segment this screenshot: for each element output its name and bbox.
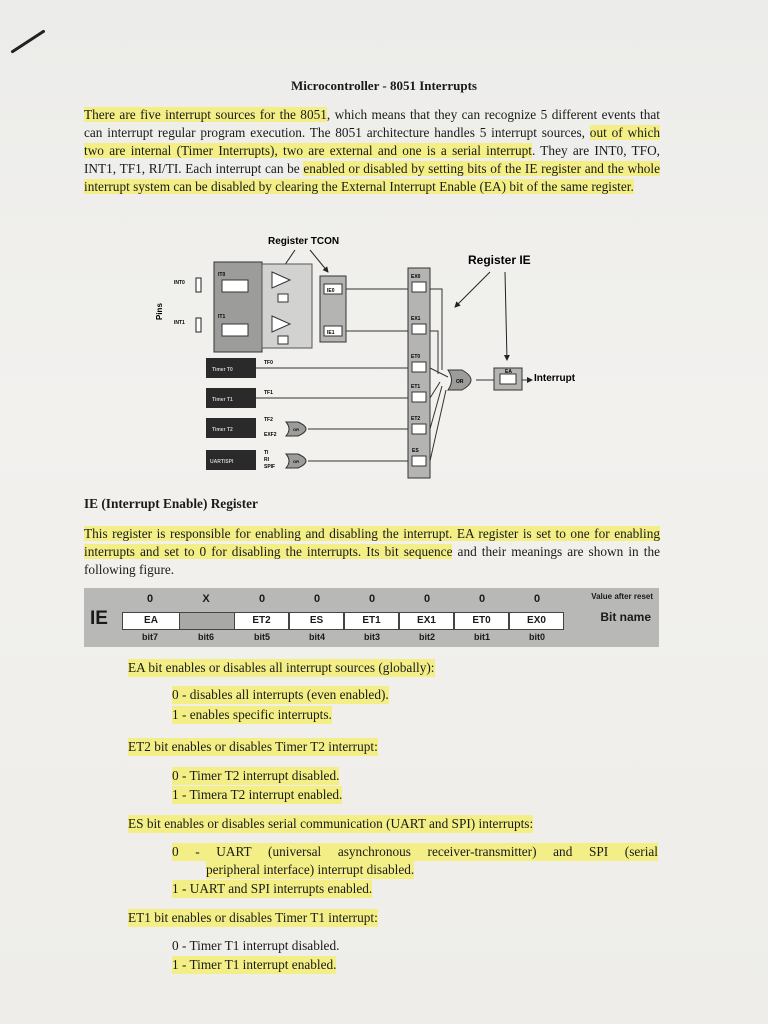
ea-option-0: 0 - disables all interrupts (even enabled).: [172, 687, 389, 702]
ti-label: TI: [264, 450, 269, 456]
or-gate-t2-label: OR: [293, 427, 299, 432]
pen-mark: [10, 29, 45, 53]
bit-cell-ex0: EX0: [509, 612, 564, 630]
ie-register-label: IE: [90, 608, 108, 629]
bit-number-4: bit4: [308, 632, 325, 642]
et0-label: ET0: [411, 354, 421, 360]
page-title: Microcontroller - 8051 Interrupts: [291, 78, 477, 93]
et2-label: ET2: [411, 416, 421, 422]
intro-s4: . They are INT0, TFO, INT1, TF1, RI/TI. Each interrupt can be: [84, 143, 660, 176]
it0-label: IT0: [218, 272, 226, 278]
reset-value-bit5: 0: [258, 593, 266, 605]
exf2-label: EXF2: [264, 432, 277, 438]
reset-value-bit4: 0: [313, 593, 321, 605]
bit-cell-et2: ET2: [234, 612, 289, 630]
timer-t1-label: Timer T1: [212, 397, 233, 403]
bit-number-3: bit3: [363, 632, 380, 642]
bit-number-1: bit1: [473, 632, 490, 642]
ea-label: EA: [505, 369, 512, 375]
bit-number-5: bit5: [253, 632, 270, 642]
es-option-0-line2: peripheral interface) interrupt disabled.: [206, 862, 415, 877]
bit-number-2: bit2: [418, 632, 435, 642]
ie-description: [84, 525, 660, 579]
int1-label: INT1: [174, 320, 185, 326]
tf1-label: TF1: [264, 390, 273, 396]
bit-number-6: bit6: [197, 632, 214, 642]
interrupt-diagram: [150, 232, 590, 494]
intro-s1: There are five interrupt sources for the 8051: [84, 107, 327, 122]
tf0-label: TF0: [264, 360, 273, 366]
ri-label: RI: [264, 457, 269, 463]
bit-cell-unused: [179, 612, 235, 630]
es-option-0-line1: 0 - UART (universal asynchronous receiver-transmitter) and SPI (serial: [172, 844, 658, 859]
intro-s5: enabled or disabled by setting bits of the IE register and the whole interrupt system can be disabled by clearing the External Interrupt Enable (EA) bit of the same register.: [84, 161, 660, 194]
interrupt-label: Interrupt: [534, 373, 576, 384]
or-gate-uart-label: OR: [293, 459, 299, 464]
tf2-label: TF2: [264, 417, 273, 423]
timer-t2-label: Timer T2: [212, 427, 233, 433]
register-ie-label: Register IE: [468, 253, 531, 267]
et2-option-1: 1 - Timera T2 interrupt enabled.: [172, 787, 343, 802]
it1-label: IT1: [218, 314, 226, 320]
et2-section-heading: ET2 bit enables or disables Timer T2 interrupt:: [128, 739, 378, 754]
reset-value-bit1: 0: [478, 593, 486, 605]
reset-value-bit0: 0: [533, 593, 541, 605]
ie1-label: IE1: [327, 330, 335, 336]
et1-option-1: 1 - Timer T1 interrupt enabled.: [172, 957, 337, 972]
pins-label: Pins: [155, 303, 164, 320]
bit-name-label: Bit name: [600, 610, 651, 624]
bit-cell-ex1: EX1: [399, 612, 454, 630]
register-tcon-label: Register TCON: [268, 236, 340, 247]
spif-label: SPIF: [264, 464, 276, 470]
int0-label: INT0: [174, 280, 185, 286]
bit-number-7: bit7: [141, 632, 158, 642]
ea-option-1: 1 - enables specific interrupts.: [172, 707, 332, 722]
bit-number-0: bit0: [528, 632, 545, 642]
ex1-label: EX1: [411, 316, 421, 322]
es-section-heading: ES bit enables or disables serial communication (UART and SPI) interrupts:: [128, 816, 534, 831]
uart-spi-label: UART/SPI: [210, 459, 234, 465]
et2-option-0: 0 - Timer T2 interrupt disabled.: [172, 768, 340, 783]
ie-register-table: [84, 588, 659, 647]
ie-desc-s2: and their meanings are shown in the following figure.: [84, 544, 660, 577]
es-label: ES: [412, 448, 419, 454]
ex0-label: EX0: [411, 274, 421, 280]
ie-desc-s1: This register is responsible for enabling and disabling the interrupt. EA register is set to one for enabling interrupts and set to 0 for disabling the interrupts. Its bit sequence: [84, 526, 660, 559]
ie-register-heading: IE (Interrupt Enable) Register: [84, 496, 258, 511]
ea-section-heading: EA bit enables or disables all interrupt sources (globally):: [128, 660, 435, 675]
et1-section-heading: ET1 bit enables or disables Timer T1 interrupt:: [128, 910, 378, 925]
bit-cell-es: ES: [289, 612, 344, 630]
et1-option-0: 0 - Timer T1 interrupt disabled.: [172, 938, 340, 953]
intro-paragraph: [84, 106, 660, 196]
timer-t0-label: Timer T0: [212, 367, 233, 373]
reset-value-bit6: X: [202, 593, 210, 605]
bit-cell-et1: ET1: [344, 612, 399, 630]
bit-cell-ea: EA: [122, 612, 180, 630]
et1-label: ET1: [411, 384, 421, 390]
bit-cell-et0: ET0: [454, 612, 509, 630]
reset-value-bit7: 0: [146, 593, 154, 605]
intro-s2: , which means that they can recognize 5 different events that can interrupt regular program execution. The 8051 architecture handles 5 interrupt sources,: [84, 107, 660, 140]
reset-value-bit3: 0: [368, 593, 376, 605]
ie0-label: IE0: [327, 288, 335, 294]
or-gate-main-label: OR: [456, 379, 464, 385]
value-after-reset-label: Value after reset: [591, 592, 653, 601]
reset-value-bit2: 0: [423, 593, 431, 605]
es-option-1: 1 - UART and SPI interrupts enabled.: [172, 881, 373, 896]
intro-s3: out of which two are internal (Timer Interrupts), two are external and one is a serial interrupt: [84, 125, 660, 158]
